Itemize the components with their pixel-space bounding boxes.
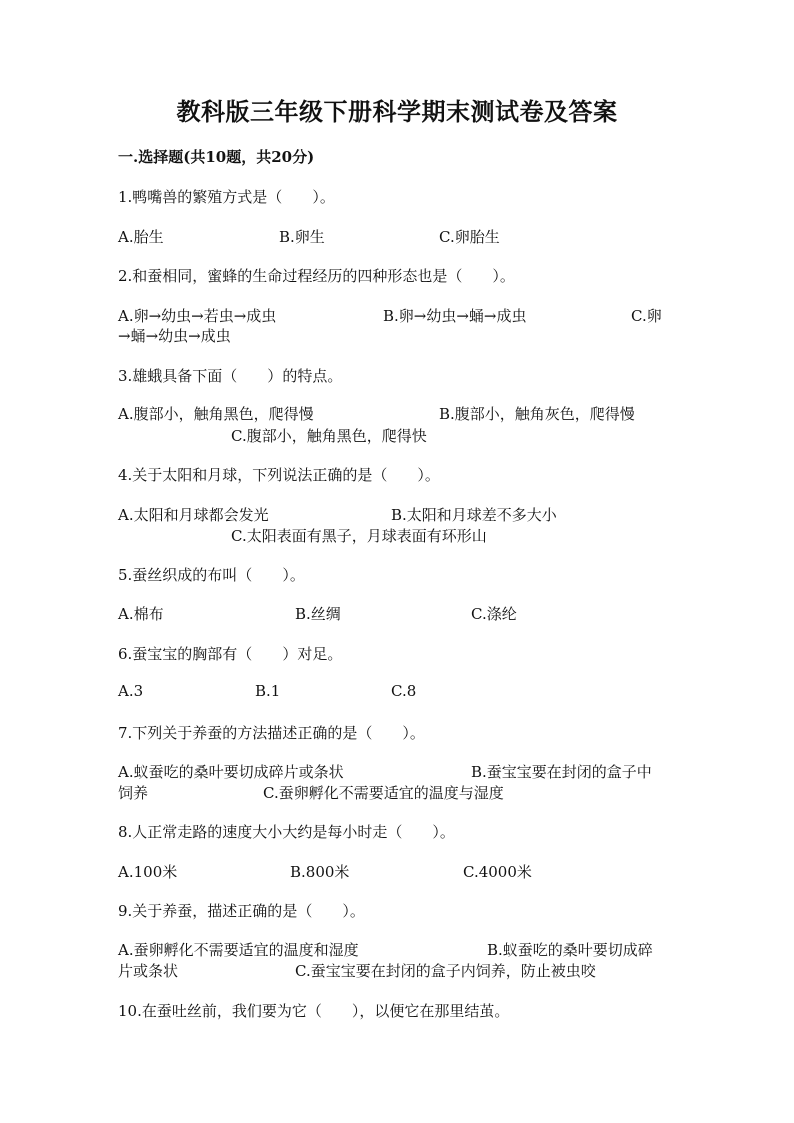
option-b: B.蚁蚕吃的桑叶要切成碎 xyxy=(487,941,653,959)
question-4-options xyxy=(118,504,678,548)
question-3-stem: 3.雄蛾具备下面（ ）的特点。 xyxy=(118,367,343,385)
option-a: A.蚁蚕吃的桑叶要切成碎片或条状 xyxy=(118,763,344,781)
option-c: C.腹部小，触角黑色，爬得快 xyxy=(231,427,427,445)
option-b: B.丝绸 xyxy=(295,605,341,623)
option-a: A.卵→幼虫→若虫→成虫 xyxy=(118,307,277,325)
question-9-options xyxy=(118,939,678,983)
question-5-stem: 5.蚕丝织成的布叫（ ）。 xyxy=(118,566,305,584)
question-9-stem: 9.关于养蚕，描述正确的是（ ）。 xyxy=(118,902,365,920)
option-b: B.800米 xyxy=(290,863,350,881)
question-5-options xyxy=(118,603,678,647)
question-3-options xyxy=(118,403,678,447)
option-b-continued: 片或条状 xyxy=(118,962,179,980)
option-b: B.腹部小，触角灰色，爬得慢 xyxy=(439,405,635,423)
option-c: C.蚕卵孵化不需要适宜的温度与湿度 xyxy=(263,784,504,802)
option-a: A.腹部小，触角黑色，爬得慢 xyxy=(118,405,314,423)
option-a: A.3 xyxy=(118,682,144,700)
option-c: C.4000米 xyxy=(463,863,532,881)
option-a: A.100米 xyxy=(118,863,178,881)
option-c: C.卵胎生 xyxy=(439,228,500,246)
option-a: A.胎生 xyxy=(118,228,164,246)
option-b: B.卵→幼虫→蛹→成虫 xyxy=(383,307,527,325)
option-c: C.蚕宝宝要在封闭的盒子内饲养，防止被虫咬 xyxy=(295,962,596,980)
question-1-stem: 1.鸭嘴兽的繁殖方式是（ ）。 xyxy=(118,188,335,206)
question-7-stem: 7.下列关于养蚕的方法描述正确的是（ ）。 xyxy=(118,724,425,742)
option-a: A.蚕卵孵化不需要适宜的温度和湿度 xyxy=(118,941,359,959)
question-2-options xyxy=(118,305,678,349)
option-b: B.1 xyxy=(255,682,281,700)
page-title: 教科版三年级下册科学期末测试卷及答案 xyxy=(176,97,618,126)
question-7-options xyxy=(118,761,678,805)
question-8-options xyxy=(118,861,678,905)
section-heading: 一.选择题(共10题，共20分) xyxy=(118,148,315,166)
option-b: B.蚕宝宝要在封闭的盒子中 xyxy=(471,763,652,781)
option-c: C.涤纶 xyxy=(471,605,517,623)
question-6-stem: 6.蚕宝宝的胸部有（ ）对足。 xyxy=(118,645,343,663)
option-b-continued: 饲养 xyxy=(118,784,149,802)
question-1-options xyxy=(118,226,678,270)
option-a: A.太阳和月球都会发光 xyxy=(118,506,269,524)
question-10-stem: 10.在蚕吐丝前，我们要为它（ ），以便它在那里结茧。 xyxy=(118,1002,510,1020)
option-b: B.太阳和月球差不多大小 xyxy=(391,506,557,524)
question-8-stem: 8.人正常走路的速度大小大约是每小时走（ ）。 xyxy=(118,823,455,841)
option-c: C.卵 xyxy=(631,307,662,325)
question-2-stem: 2.和蚕相同，蜜蜂的生命过程经历的四种形态也是（ ）。 xyxy=(118,267,515,285)
option-c: C.8 xyxy=(391,682,417,700)
option-c-continued: →蛹→幼虫→成虫 xyxy=(118,327,231,345)
option-b: B.卵生 xyxy=(279,228,325,246)
question-4-stem: 4.关于太阳和月球，下列说法正确的是（ ）。 xyxy=(118,466,440,484)
option-a: A.棉布 xyxy=(118,605,164,623)
option-c: C.太阳表面有黑子，月球表面有环形山 xyxy=(231,527,487,545)
question-6-options xyxy=(118,682,678,726)
